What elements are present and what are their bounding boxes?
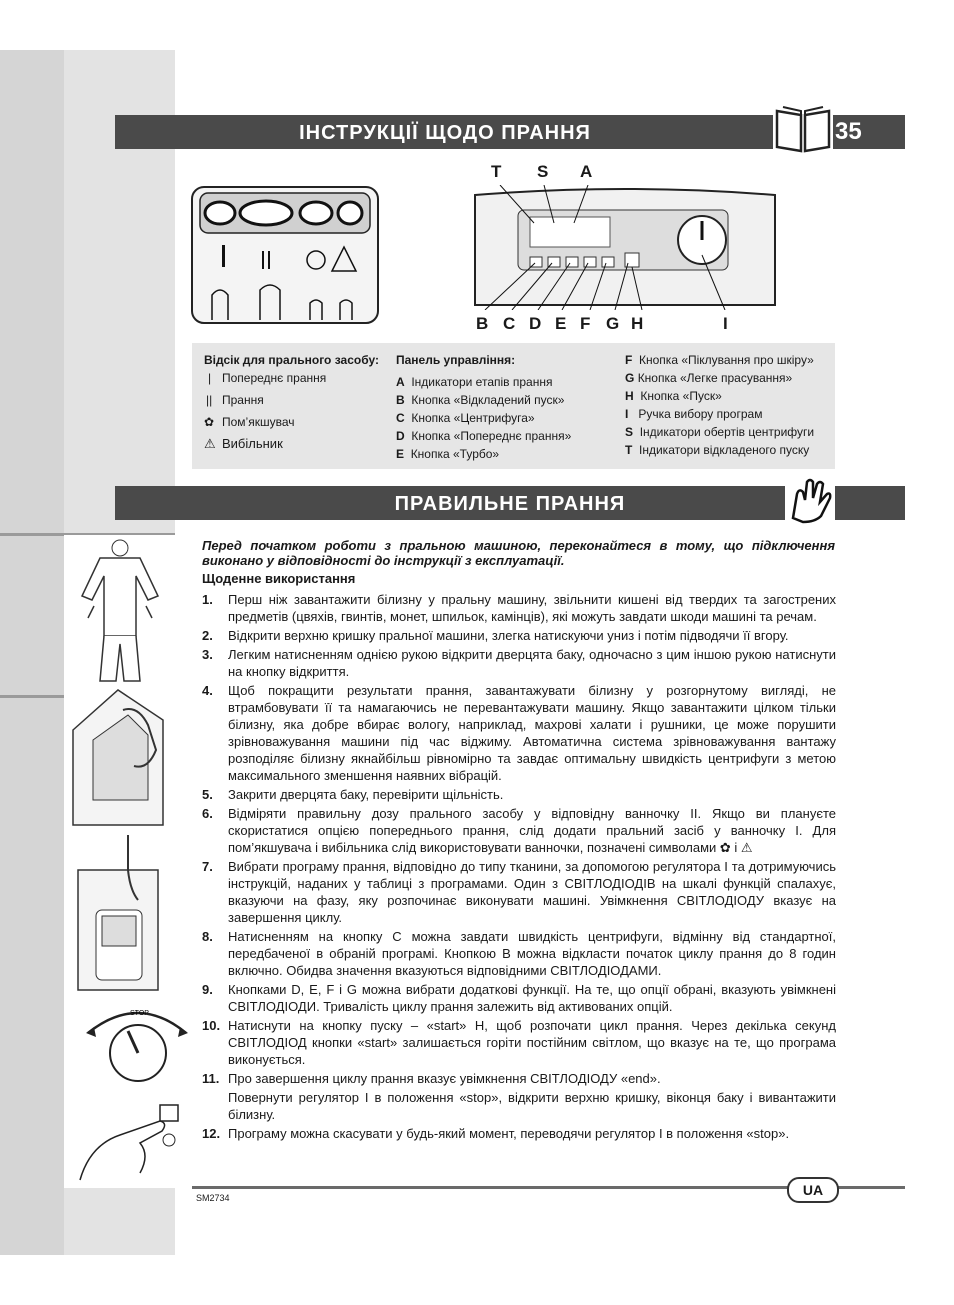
- label-B: B: [476, 314, 489, 333]
- label-S: S: [537, 162, 549, 181]
- step-number: 4.: [202, 683, 213, 698]
- legend-text: Кнопка «Піклування про шкіру»: [639, 353, 814, 367]
- list-item: [200, 1070, 836, 1087]
- legend-key: S: [625, 425, 634, 439]
- compartment-item: Попереднє прання: [222, 371, 327, 385]
- compartment-item: Пом’якшувач: [222, 415, 295, 429]
- bleach-triangle-icon: ⚠: [204, 436, 216, 451]
- step-text: Про завершення циклу прання вказує увімкнення СВІТЛОДІОДУ «end».: [228, 1071, 661, 1086]
- list-item: [200, 646, 836, 680]
- control-panel-diagram: [470, 185, 780, 310]
- step-number: 2.: [202, 628, 213, 643]
- prewash-symbol-icon: |: [208, 371, 212, 385]
- step-text: Закрити дверцята баку, перевірити щільність.: [228, 787, 504, 802]
- step-text: Кнопками D, E, F і G можна вибрати додаткові функції. На те, що опції обрані, вказують увімкнені СВІТЛОДІОДИ. Тривалість циклу прання залежить від активованих опцій.: [228, 982, 836, 1014]
- legend-key: H: [625, 389, 634, 403]
- legend-text: Кнопка «Пуск»: [640, 389, 722, 403]
- legend-compartment: [204, 351, 379, 453]
- step-number: 9.: [202, 982, 213, 997]
- label-E: E: [555, 314, 567, 333]
- step-number: 1.: [202, 592, 213, 607]
- legend-panel: [396, 351, 571, 463]
- compartment-title: Відсік для прального засобу:: [204, 353, 379, 367]
- legend-key: B: [396, 393, 405, 407]
- compartment-item: Прання: [222, 393, 264, 407]
- list-item: [200, 858, 836, 926]
- legend-box: [192, 343, 835, 469]
- step-text: Вибрати програму прання, відповідно до типу тканини, за допомогою регулятора I та дотримуючись інструкцій, наданих у таблиці з програмами. Один з СВІТЛОДІОДІВ на шкалі функцій спалахує, вказуючи на фазу, яку розпочинає виконувати машині. Увімкнення СВІТЛОДІОДУ вказує на завершення циклу.: [228, 859, 836, 925]
- legend-key: D: [396, 429, 405, 443]
- list-item: [200, 682, 836, 784]
- step-text: Перш ніж завантажити білизну у пральну машину, звільнити кишені від твердих та загострених предметів (цвяхів, гвинтів, монет, шпильок, камінців), які можуть завдати шкоди машині та речам.: [228, 592, 836, 624]
- hand-icon: [785, 474, 835, 524]
- legend-key: A: [396, 375, 405, 389]
- list-item: [200, 786, 836, 803]
- detergent-drawer-diagram: [190, 185, 380, 325]
- page-title: ІНСТРУКЦІЇ ЩОДО ПРАННЯ: [299, 122, 591, 144]
- shirt-illustration: [70, 536, 170, 686]
- legend-text: Індикатори етапів прання: [411, 375, 553, 389]
- step-number: 6.: [202, 806, 213, 821]
- steps-list: [200, 591, 836, 1144]
- legend-text: Індикатори обертів центрифуги: [639, 425, 815, 439]
- left-margin-edge: [0, 50, 64, 1255]
- label-A: A: [580, 162, 593, 181]
- legend-text: Кнопка «Турбо»: [410, 447, 500, 461]
- step-text: Програму можна скасувати у будь-який момент, переводячи регулятор I в положення «stop».: [228, 1126, 790, 1141]
- document-code: SM2734: [196, 1193, 230, 1203]
- start-button-press-illustration: [70, 1085, 180, 1185]
- daily-use-heading: Щоденне використання: [202, 571, 356, 586]
- step-text: Відміряти правильну дозу прального засобу у відповідну ванночку II. Якщо ви плануєте скористатися опцією попереднього прання, слід додати пральний засіб у ванночку I. Для пом’якшувача і вибільника слід використовувати ванночки, позначені символами ✿ і ⚠: [228, 806, 836, 855]
- washer-open-illustration: [68, 680, 170, 830]
- step-text: Щоб покращити результати прання, завантажувати білизну у розгорнутому вигляді, не втрамбовувати її та намагаючись не перевантажувати машину. Якщо завантажити цілком тільки білизну, яка добре вбирає вологу, наприклад, махрові халати і рушники, це може порушити зрівноважування машини під час віджиму. Автоматична система зрівноважування вантажу розподіляє білизну якнайбільш рівномірно та завдає оптимальну швидкість центрифуги з метою максимального зменшення наявних вібрацій.: [228, 683, 836, 783]
- drawer-fill-illustration: [68, 830, 170, 1000]
- list-item: [200, 1125, 836, 1142]
- wash-symbol-icon: ||: [206, 393, 213, 407]
- step-number: 11.: [202, 1071, 220, 1086]
- legend-key: I: [625, 407, 629, 421]
- legend-key: C: [396, 411, 405, 425]
- section-title: ПРАВИЛЬНЕ ПРАННЯ: [394, 493, 626, 515]
- step-number: 7.: [202, 859, 213, 874]
- legend-text: Індикатори відкладеного пуску: [639, 443, 810, 457]
- legend-key: G: [625, 371, 635, 385]
- list-item: [200, 981, 836, 1015]
- compartment-item: Вибільник: [222, 436, 283, 451]
- legend-key: T: [625, 443, 633, 457]
- list-item: [200, 1089, 836, 1123]
- softener-flower-icon: ✿: [204, 415, 215, 429]
- label-F: F: [580, 314, 591, 333]
- list-item: [200, 591, 836, 625]
- intro-text: Перед початком роботи з пральною машиною, переконайтеся в тому, що підключення виконано у відповідності до інструкції з експлуатації.: [202, 538, 835, 568]
- step-number: 5.: [202, 787, 213, 802]
- legend-text: Кнопка «Відкладений пуск»: [411, 393, 565, 407]
- list-item: [200, 805, 836, 856]
- legend-text: Кнопка «Центрифуга»: [411, 411, 535, 425]
- step-text: Натисненням на кнопку C можна завдати швидкість центрифуги, відмінну від стандартної, передбаченої в обраній програмі. Кнопкою B можна відкласти початок циклу прання до 8 годин включно. Обидва значення вказуються відповідними СВІТЛОДІОДАМИ.: [228, 929, 836, 978]
- legend-text: Кнопка «Попереднє прання»: [411, 429, 572, 443]
- step-number: 3.: [202, 647, 213, 662]
- step-text: Відкрити верхню кришку пральної машини, злегка натискуючи униз і потім підводячи її вгору.: [228, 628, 789, 643]
- step-number: 8.: [202, 929, 213, 944]
- panel-title: Панель управління:: [396, 353, 516, 367]
- step-text: Легким натисненням однією рукою відкрити дверцята баку, одночасно з цим іншою рукою натиснути на кнопку відкриття.: [228, 647, 836, 679]
- label-D: D: [529, 314, 542, 333]
- page-number: 35: [835, 118, 862, 145]
- legend-panel-right: [625, 351, 814, 459]
- list-item: [200, 627, 836, 644]
- label-H: H: [631, 314, 644, 333]
- label-I: I: [723, 314, 728, 333]
- label-G: G: [606, 314, 620, 333]
- step-number: 10.: [202, 1018, 221, 1033]
- list-item: [200, 928, 836, 979]
- legend-key: E: [396, 447, 405, 461]
- legend-key: F: [625, 353, 633, 367]
- label-T: T: [491, 162, 502, 181]
- book-icon: [773, 103, 833, 155]
- step-text: Натиснути на кнопку пуску – «start» H, щоб розпочати цикл прання. Через декілька секунд СВІТЛОДІОД кнопки «start» залишається горіти постійним світлом, що вказує на те, що програма виконується.: [228, 1018, 836, 1067]
- legend-text: Кнопка «Легке прасування»: [637, 371, 793, 385]
- legend-text: Ручка вибору програм: [638, 407, 763, 421]
- step-text: Повернути регулятор I в положення «stop», відкрити верхню кришку, віконця баку і вивантажити білизну.: [228, 1090, 836, 1122]
- language-badge: UA: [787, 1177, 839, 1203]
- label-C: C: [503, 314, 516, 333]
- step-number: 12.: [202, 1126, 221, 1141]
- svg-text:STOP: STOP: [130, 1010, 149, 1017]
- list-item: [200, 1017, 836, 1068]
